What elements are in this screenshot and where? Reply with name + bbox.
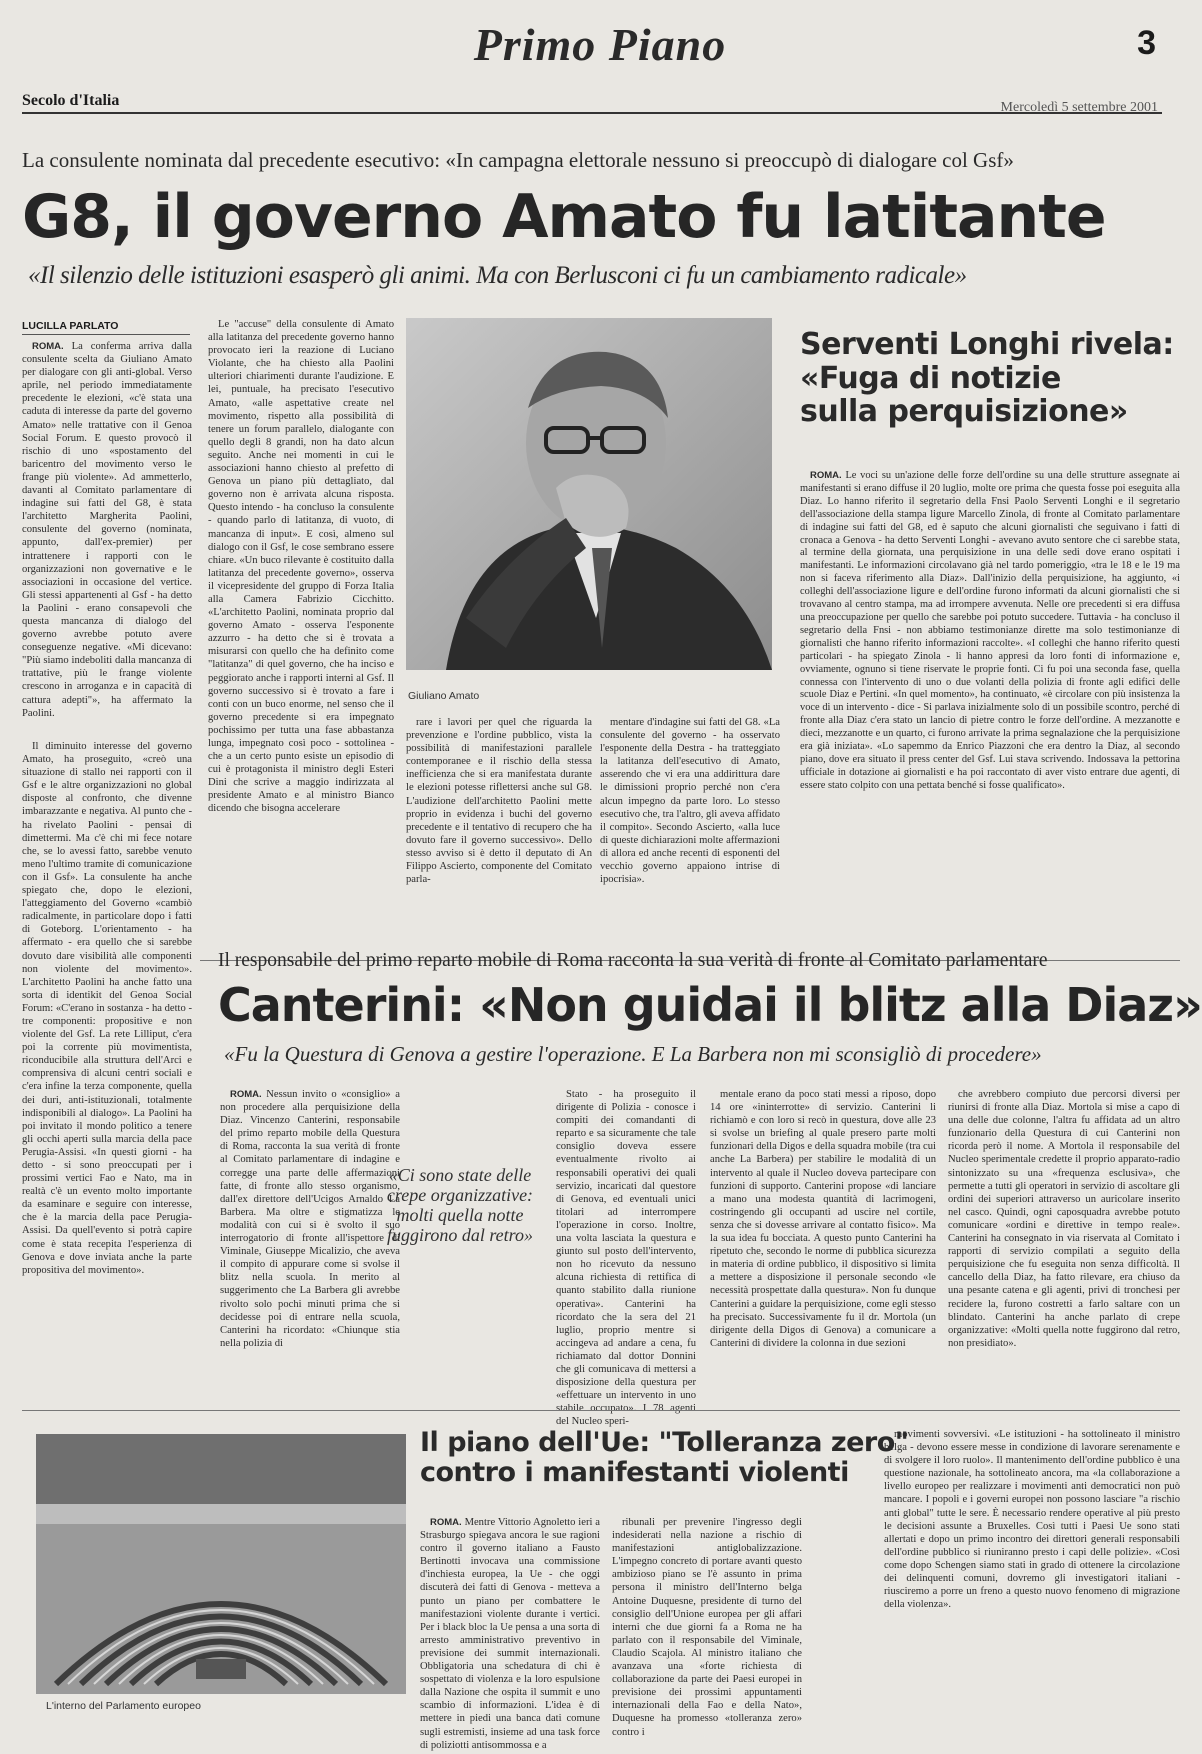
story1-text-3: rare i lavori per quel che riguarda la prevenzione e l'ordine pubblico, vista la possibilità di manifestazioni parallele contemporanee e il rischio della stessa inefficienza che si era manifestata durante le elezioni potesse riflettersi anche sul G8. L'audizione dell'architetto Paolini mette proprio in evidenza i buchi del governo precedente e il tentativo di recupero che ha dovuto fare il governo successivo». Dello stesso avviso si è detto il deputato di An Filippo Ascierto, componente del Comitato parla- — [406, 717, 592, 886]
parliament-caption: L'interno del Parlamento europeo — [46, 1700, 201, 1712]
portrait-caption: Giuliano Amato — [408, 690, 480, 702]
story4-headline-line-1: Il piano dell'Ue: "Tolleranza zero" — [420, 1427, 909, 1458]
masthead-rule — [22, 112, 1162, 114]
story3-headline: Canterini: «Non guidai il blitz alla Diaz» — [218, 978, 1202, 1032]
story3-column-2 — [556, 1088, 696, 1428]
newspaper-name: Secolo d'Italia — [22, 92, 120, 109]
story2-text: Le voci su un'azione delle forze dell'ordine su una delle strutture assegnate ai manifestanti si erano diffuse il 20 luglio, molte ore prima che questa fosse poi eseguita alla Diaz. Lo hanno riferito il segretario della Fnsi Paolo Serventi Longhi e il segretario dell'associazione della stampa ligure Marcello Zinola, di fronte al Comitato parlamentare di indagine sui fatti del G8, ed è saputo che alcuni giornalisti che seguivano i fatti di cronaca a Genova - ha detto Serventi Longhi - avevano avuto sentore che ci sarebbe stata, al termine della giornata, una perquisizione in una delle sedi dove erano ospitati i manifestanti. Le informazioni circolavano già nel tardo pomeriggio, «tra le 18 e le 19 ma non si faceva riferimento alla Diaz». Dall'inizio della perquisizione, ha aggiunto, «i colleghi dell'associazione ligure e dell'ordine furono informati da alcuni giornalisti che si trovavano al centro stampa, ma ad irrompere avvenuta. Nelle ore precedenti si era diffusa una preoccupazione per quello che sarebbe poi potuto succedere. Tuttavia - ha concluso il segretario della Fnsi - non abbiamo testimonianze dirette ma solo testimonianze di giornalisti che hanno riferito informazioni raccolte». «I colleghi che hanno riferito questi particolari - ha spiegato Zinola - li hanno appresi da loro fonti di informazione e, ovviamente, ognuno si tiene riservate le proprie fonti. Ci fu poi una seconda fase, quella connessa con l'intervento di uno o due volanti della polizia di fronte agli edifici delle scuole Diaz e Pertini. «In quel momento», ha continuato, «è circolare con più insistenza la voce di un intervento - dice - Si parlava inizialmente solo di un possibile scontro, perché di fronte alla Diaz c'era stato un lancio di pietre contro le forze dell'ordine. A mezzanotte e dieci, mezzanotte e un quarto, ci furono arrivate la prima segnalazione che la perquisizione era già iniziata». «Lo sapemmo da Enrico Piazzoni che era dentro la Diaz, al secondo piano, dove era situato il press center del Gsf. Lui stava scrivendo. Indossava la pettorina ufficiale in dotazione ai giornalisti e ha poi raccontato di aver visto entrare due agenti, di essere stato colpito con una pettata benché si fosse qualificato». — [800, 470, 1180, 791]
bottom-divider — [22, 1410, 1180, 1411]
story3-column-3 — [710, 1088, 936, 1388]
story4-text-3: movimenti sovversivi. «Le istituzioni - ha sottolineato il ministro belga - devono essere messe in condizione di lavorare serenamente e di svolgere il loro ruolo». Il mantenimento dell'ordine pubblico è una questione nazionale, ha sottolineato ancora, ma «la collaborazione a livello europeo per realizzare i movimenti anti democratici non può mancare. I popoli e i governi europei non possono lasciare "a rischio anti global" tutte le sere. È necessario rendere operative al più presto le decisioni assunte a Bruxelles. Così tutti i Paesi Ue sono stati allertati e dopo un primo incontro dei direttori generali responsabili dell'ordine pubblico si riuniranno presto i capi delle polizie». «Così come dopo Schengen siamo stati in grado di ottenere la circolazione dei delinquenti comuni, dovremo gli investigatori italiani - riusciremo a porre un freno a questo nuovo fenomeno di migrazione della violenza». — [884, 1429, 1180, 1611]
story4-text-1: Mentre Vittorio Agnoletto ieri a Strasburgo spiegava ancora le sue ragioni contro il governo italiano a Fausto Bertinotti invocava una commissione d'inchiesta europea, la Ue - che oggi discuterà dei fatti di Genova - metteva a punto un piano per combattere le manifestazioni violente durante i vertici. Per i black bloc la Ue pensa a una sorta di arresto amministrativo preventivo in previsione dei summit internazionali. Obbligatoria una schedatura di chi è sospettato di violenza e la loro espulsione dalla Nazione che ospita il summit e uno scambio di informazioni. L'idea è di mettere in piedi una banca dati comune sugli estremisti, insieme ad una task force di poliziotti antisommossa e a — [420, 1517, 600, 1751]
parliament-illustration — [36, 1434, 406, 1694]
story2-dateline: ROMA. — [810, 470, 842, 481]
story1-column-2 — [208, 318, 394, 950]
page-number: 3 — [1137, 24, 1156, 62]
story1-column-4 — [600, 716, 780, 948]
portrait-illustration — [406, 318, 772, 670]
story1-subhead: «Il silenzio delle istituzioni esasperò gli animi. Ma con Berlusconi ci fu un cambiamento radicale» — [28, 262, 967, 289]
story4-column-2 — [612, 1516, 802, 1738]
story1-column-1 — [22, 340, 192, 738]
story3-text-3: mentale erano da poco stati messi a riposo, dopo 14 ore «ininterrotte» di servizio. Canterini li richiamò e con loro si recò in questura, dove alle 23 si svolse un briefing al quale presero parte molti funzionari della Digos e della squadra mobile (tra cui anche La Barbera) per stabilire le modalità di un intervento al quale il Nucleo doveva partecipare con funzioni di supporto. Canterini propose «di lanciare a mano una modesta quantità di lacrimogeni, costringendo gli occupanti ad uscire nel cortile, senza che si dovesse arrivare al contatto fisico». Ma la sua idea fu bocciata. A questo punto Canterini ha ripetuto che, secondo le norme di pubblica sicurezza in materia di ordine pubblico, il dispositivo si limita a mettere a disposizione il personale secondo «le necessità prospettate dalla questura». Non fu dunque Canterini a guidare la perquisizione, come egli stesso ha precisato. Successivamente fu il dr. Mortola (un dirigente della Digos di Genova) a comunicare a Canterini di dividere la colonna in due sezioni — [710, 1089, 936, 1349]
story1-text-1b: Il diminuito interesse del governo Amato, ha proseguito, «creò una situazione di stallo nei rapporti con il Gsf e le altre organizzazioni no global disposte al confronto, che divenne imbarazzante e negativa. Al punto che - ha rivelato Paolini - pensai di dimettermi. Ma c'è chi mi fece notare che, se lo avessi fatto, sarebbe venuto meno l'ultimo tramite di comunicazione con il Gsf». La consulente ha anche spiegato che, dopo le elezioni, l'atteggiamento del Governo «cambiò radicalmente, in particolare dopo i fatti di Goteborg. L'orientamento - ha affermato - era quello che si sarebbe dovuto dare visibilità alle componenti non violente del movimento». L'architetto Paolini ha anche fatto una sorta di identikit del Genoa Social Forum: «C'erano in sostanza - ha detto - tre componenti: propositive e non violente del Gsf. La rete Lilliput, c'era poi la corrente più movimentista, riconducibile alla struttura dell'Arci e comprensiva di alcuni centri sociali e c'era infine la terza componente, quella dei duri, anti-istituzionali, totalmente indisponibili al dialogo». La Paolini ha poi invitato il mondo politico a tenere gli occhi aperti sulla marcia della pace Perugia-Assisi. «In questi giorni - ha detto - si sono preoccupati per i prossimi vertici Fao e Nato, ma in realtà c'è un evento molto importante da esaminare e seguire con interesse, che è la marcia della pace Perugia-Assisi. Da quell'evento si potrà capire come è stata recepita l'esperienza di Genova e dove inviata anche la parte propositiva del movimento». — [22, 741, 192, 1276]
story3-text-4: che avrebbero compiuto due percorsi diversi per riunirsi di fronte alla Diaz. Mortola si mise a capo di una delle due colonne, l'altra fu affidata ad un altro funzionario della Questura di cui Canterini non ricorda però il nome. A Mortola il responsabile del Nucleo sperimentale credette il proprio apparato-radio sintonizzato su una «frequenza esclusiva», che permette a tutti gli operatori in servizio di ascoltare gli ordini dei superiori attraverso un auricolare inserito nel casco. Quindi, ogni caposquadra avrebbe potuto comunicare «ordini e direttive in tempo reale». Canterini ha consegnato in via riservata al Comitato i rapporti di servizio compilati a seguito della perquisizione che fu eseguita non senza difficoltà. Il cancello della Diaz, ha fatto rilevare, era chiuso da una pesante catena e gli agenti, privi di tronchesi per recidere la, furono costretti a farlo saltare con un blindato. Canterini ha anche parlato di crepe organizzative: «Molti quella notte fuggirono dal retro, non presidiato». — [948, 1089, 1180, 1349]
section-title: Primo Piano — [473, 19, 727, 70]
story2-body — [800, 470, 1180, 950]
pull-quote: «Ci sono state delle crepe organizzative: molti quella notte fuggirono dal retro» — [386, 1165, 534, 1245]
portrait-photo — [406, 318, 772, 670]
story3-subhead: «Fu la Questura di Genova a gestire l'operazione. E La Barbera non mi sconsigliò di procedere» — [224, 1042, 1042, 1066]
story4-column-1 — [420, 1516, 600, 1751]
story1-text-4: mentare d'indagine sui fatti del G8. «La consulente del governo - ha osservato l'esponente della Destra - ha tratteggiato la latitanza dell'esecutivo di Amato, asserendo che vi era una addirittura dare le dimissioni proprio perché non c'era alcun impegno da parte loro. Lo stesso esecutivo che, tra l'altro, gli aveva affidato il compito». Secondo Ascierto, «alla luce di queste dichiarazioni molte affermazioni di allora ed anche recenti di esponenti del vecchio governo appaiono intrise di ipocrisia». — [600, 717, 780, 886]
story1-text-2: Le "accuse" della consulente di Amato alla latitanza del precedente governo hanno provocato ieri la reazione di Luciano Violante, che ha chiesto alla Paolini ulteriori chiarimenti durante l'audizione. E lei, puntuale, ha precisato l'esecutivo Amato, «alle aspettative create nel movimento, rispetto alla possibilità di tenere un forum parallelo, dialogante con quello degli 8 grandi, non ha dato alcun seguito. Anche nei momenti in cui le associazioni hanno chiesto al prefetto di Genova un piano più dettagliato, dal governo non è arrivata alcuna risposta. Questo intendo - ha concluso la consulente - quando parlo di latitanza, di vuoto, di mancanza di input». E così, almeno sul dialogo con il Gsf, le cose sembrano essere chiare. «Un buco rilevante è costituito dalla latitanza del precedente governo», osserva il vicepresidente del gruppo di Forza Italia alla Camera Fabrizio Cicchitto. «L'architetto Paolini, nominata proprio dal governo Amato - osserva l'esponente azzurro - ha detto che si è trovata a misurarsi con quello che ha definito come "latitanza" di quel governo, che ha inciso e peggiorato anche i rapporti interni al Gsf. Il governo successivo si è trovato a fare i conti con un buco enorme, nel senso che il governo precedente si era impegnato pochissimo per tutta una fase abbastanza lunga, impegnato così poco - sottolinea - che a un certo punto esiste un episodio di cui è protagonista il ministro degli Esteri Dini che scrive a maggio indirizzata al presidente Amato e al ministro Bianco dicendo che bisogna accelerare — [208, 319, 394, 815]
story1-text-1: La conferma arriva dalla consulente scelta da Giuliano Amato per dialogare con gli anti-global. Verso aprile, nel periodo immediatamente precedente le elezioni, «c'è stata una caduta di interesse da parte del governo Amato» nelle trattative con il Genoa Social Forum. E questo provocò il rischio di uno «spostamento del baricentro del movimento verso le frange più violente». Ad ammetterlo, davanti al Comitato parlamentare di indagine sui fatti del G8, è stata l'architetto Margherita Paolini, consulente del governo (nominata, appunto, dall'ex-premier) per intrattenere i rapporti con le organizzazioni non governative e le associazioni in occasione del vertice. Gli stessi appartenenti al Gsf - ha detto la Paolini - erano consapevoli che questa mancanza di dialogo del governo avrebbe potuto avere conseguenze negative. «Mi dicevano: "Più siamo indeboliti dalla mancanza di trattative, più le frange violente crescono in arroganza e in capacità di cattura adepti"», ha affermato la Paolini. — [22, 341, 192, 719]
story2-headline — [800, 328, 1180, 429]
byline: LUCILLA PARLATO — [22, 320, 190, 335]
story4-dateline: ROMA. — [430, 1517, 462, 1528]
story2-headline-line-3: sulla perquisizione» — [800, 394, 1128, 430]
story2-headline-line-2: «Fuga di notizie — [800, 360, 1061, 396]
story1-column-1b — [22, 740, 192, 1380]
story3-text-2: Stato - ha proseguito il dirigente di Polizia - conosce i compiti dei comandanti di reparto e sa sicuramente che tale consiglio doveva essere eventualmente rivolto ai responsabili operativi dei quali servizio, incaricati dal questore di Genova, ed eventuali unici titolari ad interrompere l'operazione in corso. Inoltre, una volta lasciata la questura e giunto sul posto dell'intervento, non ho ricevuto da nessuno alcuna richiesta di rettifica di quanto stabilito dalla riunione operativa». Canterini ha ricordato che la sera del 21 luglio, proprio mentre si accingeva ad andare a cena, fu richiamato dal dottor Donnini che gli comunicava di mettersi a disposizione della questura per «effettuare un intervento in uno stabile occupato». I 78 agenti del Nucleo speri- — [556, 1089, 696, 1428]
story3-column-4 — [948, 1088, 1180, 1388]
dateline: ROMA. — [32, 341, 64, 352]
story3-kicker: Il responsabile del primo reparto mobile di Roma racconta la sua verità di fronte al Comitato parlamentare — [218, 950, 1048, 971]
story3-column-1 — [220, 1088, 400, 1388]
story3-text-1: Nessun invito o «consiglio» a non procedere alla perquisizione della Diaz. Vincenzo Canterini, responsabile del primo reparto mobile della Questura di Roma, racconta la sua verità di fronte al Comitato parlamentare di indagine e corregge una parte delle affermazioni fatte, di fronte allo stesso organismo, dall'ex direttore dell'Ucigos Arnaldo La Barbera. Ma oltre e stigmatizza le modalità con cui si è svolto il suo interrogatorio di fronte all'ispettore di Viminale, Giuseppe Micalizio, che aveva il compito di appurare come si svolse il blitz nella scuola. In merito al suggerimento che La Barbera gli avrebbe rivolto solo pochi minuti prima che si decidesse poi di entrare nella scuola, Canterini ha ricordato: «Chiunque stia nella polizia di — [220, 1089, 400, 1349]
story4-text-2: ribunali per prevenire l'ingresso degli indesiderati nella nazione a rischio di manifestazioni antiglobalizzazione. L'impegno concreto di portare avanti questo ambizioso piano se l'è assunto in prima persona il ministro dell'Interno belga Antoine Duquesne, presidente di turno del consiglio dell'Unione europea per gli affari interni che due giorni fa a Roma ne ha parlato con il responsabile del Viminale, Claudio Scajola. Al ministro italiano che avanzava una «forte richiesta di collaborazione da parte dei Paesi europei in previsione dei prossimi appuntamenti internazionali della Fao e della Nato», Duquesne ha promesso «tolleranza zero» contro i — [612, 1517, 802, 1738]
issue-date: Mercoledì 5 settembre 2001 — [1000, 100, 1158, 115]
story2-headline-line-1: Serventi Longhi rivela: — [800, 327, 1174, 362]
story1-column-3 — [406, 716, 592, 948]
parliament-photo — [36, 1434, 406, 1694]
story3-dateline: ROMA. — [230, 1089, 262, 1100]
story4-column-3 — [884, 1428, 1180, 1734]
story1-headline: G8, il governo Amato fu latitante — [22, 182, 1106, 252]
story1-kicker: La consulente nominata dal precedente esecutivo: «In campagna elettorale nessuno si preoccupò di dialogare col Gsf» — [22, 148, 1014, 172]
story4-headline-line-2: contro i manifestanti violenti — [420, 1457, 849, 1489]
